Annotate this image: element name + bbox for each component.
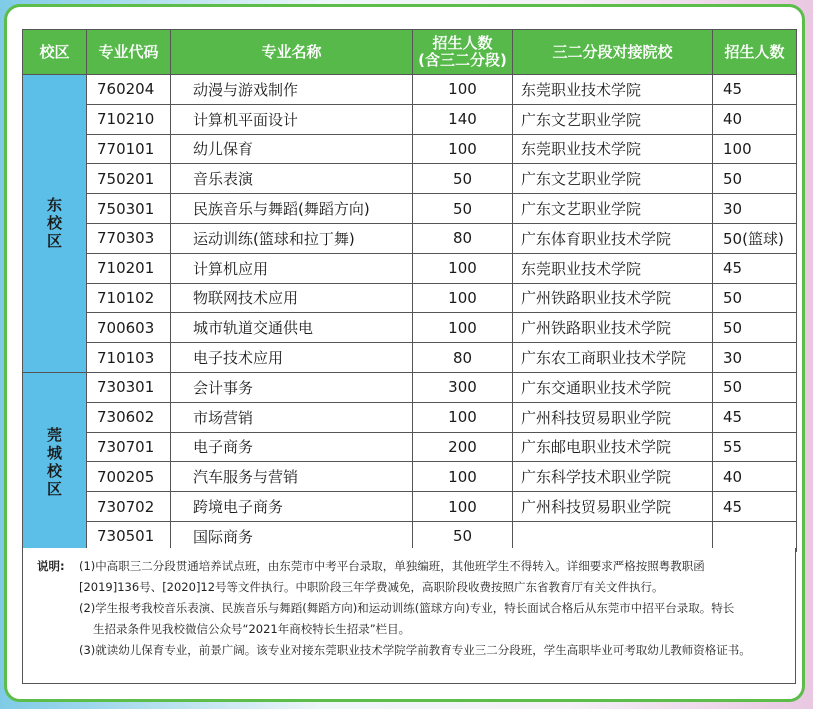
cell-school-quota: 30	[713, 194, 797, 224]
cell-name: 计算机应用	[171, 253, 413, 283]
enrollment-table	[22, 29, 797, 552]
cell-school: 广东邮电职业技术学院	[513, 432, 713, 462]
cell-name: 民族音乐与舞蹈(舞蹈方向)	[171, 194, 413, 224]
cell-quota: 100	[413, 313, 513, 343]
table-row	[23, 75, 797, 105]
header-school-quota: 招生人数	[713, 30, 797, 75]
header-quota-line2: (含三二分段)	[418, 51, 507, 69]
cell-code: 700603	[87, 313, 171, 343]
cell-quota: 100	[413, 402, 513, 432]
cell-code: 730501	[87, 521, 171, 551]
table-header-row	[23, 30, 797, 75]
cell-school: 广东科学技术职业学院	[513, 462, 713, 492]
note-1-line-2: [2019]136号、[2020]12号等文件执行。中职阶段三年学费减免，高职阶段收费按照广东省教育厅有关文件执行。	[79, 580, 664, 594]
header-quota	[413, 30, 513, 75]
cell-code: 700205	[87, 462, 171, 492]
cell-code: 760204	[87, 75, 171, 105]
campus-label: 东校区	[46, 196, 62, 251]
notes-label: 说明:	[37, 559, 65, 573]
cell-code: 770101	[87, 134, 171, 164]
cell-quota: 80	[413, 343, 513, 373]
table-row	[23, 372, 797, 402]
cell-quota: 100	[413, 134, 513, 164]
cell-name: 运动训练(篮球和拉丁舞)	[171, 223, 413, 253]
cell-name: 跨境电子商务	[171, 492, 413, 522]
table-row	[23, 134, 797, 164]
cell-quota: 100	[413, 462, 513, 492]
cell-school-quota: 45	[713, 402, 797, 432]
cell-school: 广东交通职业技术学院	[513, 372, 713, 402]
table-row	[23, 104, 797, 134]
enrollment-card	[4, 4, 805, 702]
cell-school-quota: 50	[713, 164, 797, 194]
cell-quota: 100	[413, 283, 513, 313]
table-row	[23, 402, 797, 432]
cell-school: 东莞职业技术学院	[513, 253, 713, 283]
cell-school-quota: 45	[713, 75, 797, 105]
cell-school: 广州科技贸易职业学院	[513, 492, 713, 522]
note-1-line-1: (1)中高职三二分段贯通培养试点班，由东莞市中考平台录取，单独编班，其他班学生不得转入。详细要求严格按照粤教职函	[79, 559, 705, 573]
cell-name: 物联网技术应用	[171, 283, 413, 313]
cell-school-quota	[713, 521, 797, 551]
notes-section	[22, 548, 796, 684]
cell-school: 东莞职业技术学院	[513, 134, 713, 164]
cell-code: 710201	[87, 253, 171, 283]
cell-school-quota: 100	[713, 134, 797, 164]
cell-school: 广东农工商职业技术学院	[513, 343, 713, 373]
table-row	[23, 343, 797, 373]
table-row	[23, 432, 797, 462]
cell-quota: 140	[413, 104, 513, 134]
cell-school: 广东文艺职业学院	[513, 194, 713, 224]
cell-code: 730702	[87, 492, 171, 522]
note-2-line-1: (2)学生报考我校音乐表演、民族音乐与舞蹈(舞蹈方向)和运动训练(篮球方向)专业，特长面试合格后从东莞市中招平台录取。特长	[79, 601, 735, 615]
cell-school: 广州铁路职业技术学院	[513, 313, 713, 343]
cell-school-quota: 50	[713, 283, 797, 313]
header-code: 专业代码	[87, 30, 171, 75]
cell-school-quota: 50	[713, 372, 797, 402]
cell-school-quota: 50	[713, 313, 797, 343]
cell-school-quota: 40	[713, 462, 797, 492]
campus-guancheng	[23, 372, 87, 551]
cell-code: 710102	[87, 283, 171, 313]
cell-code: 730301	[87, 372, 171, 402]
header-name: 专业名称	[171, 30, 413, 75]
cell-school	[513, 521, 713, 551]
cell-school-quota: 30	[713, 343, 797, 373]
table-row	[23, 521, 797, 551]
table-row	[23, 283, 797, 313]
cell-school-quota: 50(篮球)	[713, 223, 797, 253]
cell-quota: 80	[413, 223, 513, 253]
cell-school: 广东文艺职业学院	[513, 104, 713, 134]
cell-code: 770303	[87, 223, 171, 253]
cell-name: 电子商务	[171, 432, 413, 462]
campus-east	[23, 75, 87, 373]
cell-name: 动漫与游戏制作	[171, 75, 413, 105]
cell-quota: 200	[413, 432, 513, 462]
cell-school: 广州科技贸易职业学院	[513, 402, 713, 432]
cell-code: 730701	[87, 432, 171, 462]
table-row	[23, 492, 797, 522]
cell-name: 音乐表演	[171, 164, 413, 194]
cell-name: 电子技术应用	[171, 343, 413, 373]
cell-code: 750301	[87, 194, 171, 224]
cell-name: 计算机平面设计	[171, 104, 413, 134]
cell-school-quota: 45	[713, 492, 797, 522]
header-quota-line1: 招生人数	[432, 34, 493, 52]
cell-quota: 50	[413, 194, 513, 224]
cell-quota: 100	[413, 492, 513, 522]
table-row	[23, 194, 797, 224]
cell-quota: 100	[413, 75, 513, 105]
cell-code: 750201	[87, 164, 171, 194]
cell-name: 汽车服务与营销	[171, 462, 413, 492]
note-3: (3)就读幼儿保育专业，前景广阔。该专业对接东莞职业技术学院学前教育专业三二分段班，学生高职毕业可考取幼儿教师资格证书。	[79, 643, 751, 657]
table-row	[23, 164, 797, 194]
cell-name: 国际商务	[171, 521, 413, 551]
table-row	[23, 253, 797, 283]
cell-school: 广东文艺职业学院	[513, 164, 713, 194]
cell-quota: 300	[413, 372, 513, 402]
cell-quota: 50	[413, 521, 513, 551]
cell-school-quota: 55	[713, 432, 797, 462]
cell-school-quota: 40	[713, 104, 797, 134]
header-school: 三二分段对接院校	[513, 30, 713, 75]
header-campus: 校区	[23, 30, 87, 75]
cell-school: 广东体育职业技术学院	[513, 223, 713, 253]
cell-code: 710210	[87, 104, 171, 134]
cell-quota: 100	[413, 253, 513, 283]
cell-school-quota: 45	[713, 253, 797, 283]
cell-name: 幼儿保育	[171, 134, 413, 164]
cell-quota: 50	[413, 164, 513, 194]
table-row	[23, 223, 797, 253]
cell-school: 广州铁路职业技术学院	[513, 283, 713, 313]
cell-name: 市场营销	[171, 402, 413, 432]
table-row	[23, 462, 797, 492]
cell-school: 东莞职业技术学院	[513, 75, 713, 105]
note-2-line-2: 生招录条件见我校微信公众号“2021年商校特长生招录”栏目。	[93, 622, 411, 636]
cell-code: 730602	[87, 402, 171, 432]
cell-name: 城市轨道交通供电	[171, 313, 413, 343]
cell-name: 会计事务	[171, 372, 413, 402]
campus-label: 莞城校区	[46, 425, 62, 498]
cell-code: 710103	[87, 343, 171, 373]
table-row	[23, 313, 797, 343]
